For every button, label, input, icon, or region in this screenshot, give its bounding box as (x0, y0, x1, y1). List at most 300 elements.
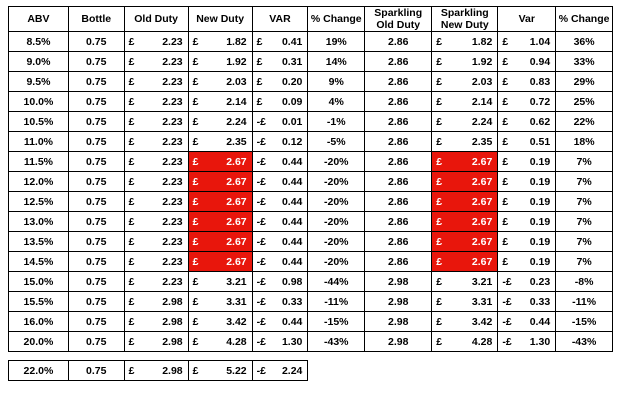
cell-var (252, 172, 308, 192)
cell-percent-change: -20% (308, 232, 365, 252)
footer-cell-var-currency: -£ (256, 364, 266, 377)
footer-cell-old-duty (124, 361, 188, 381)
cell-sparkling-var-currency: £ (502, 55, 509, 68)
cell-bottle: 0.75 (68, 32, 124, 52)
cell-var (252, 192, 308, 212)
cell-bottle: 0.75 (68, 72, 124, 92)
cell-sparkling-old-duty: 2.86 (365, 252, 432, 272)
cell-abv: 10.5% (9, 112, 69, 132)
cell-new-duty-amount: 2.03 (226, 75, 247, 88)
cell-var (252, 272, 308, 292)
cell-sparkling-var-currency: £ (502, 175, 509, 188)
cell-new-duty-currency: £ (192, 295, 199, 308)
cell-var-currency: £ (256, 55, 263, 68)
cell-sparkling-var-amount: 0.62 (529, 115, 551, 128)
cell-sparkling-var-amount: 1.04 (529, 35, 551, 48)
cell-sparkling-old-duty: 2.86 (365, 112, 432, 132)
cell-sparkling-new-duty-amount: 2.67 (471, 195, 493, 208)
cell-sparkling-var-currency: £ (502, 215, 509, 228)
cell-new-duty-amount: 3.42 (226, 315, 247, 328)
cell-new-duty (188, 152, 252, 172)
cell-sparkling-var-amount: 0.23 (529, 275, 551, 288)
cell-sparkling-var (498, 112, 556, 132)
cell-old-duty-amount: 2.98 (162, 335, 183, 348)
cell-new-duty (188, 172, 252, 192)
cell-sparkling-new-duty-currency: £ (436, 275, 443, 288)
cell-var-amount: 0.98 (281, 275, 303, 288)
cell-new-duty (188, 192, 252, 212)
cell-sparkling-percent-change: 22% (556, 112, 613, 132)
cell-sparkling-new-duty (432, 72, 498, 92)
table-row (9, 232, 613, 252)
footer-cell-new-duty-currency: £ (192, 364, 199, 377)
cell-percent-change: 14% (308, 52, 365, 72)
cell-var (252, 32, 308, 52)
cell-sparkling-new-duty (432, 132, 498, 152)
table-spacer-cell (9, 352, 613, 361)
cell-new-duty (188, 292, 252, 312)
cell-sparkling-new-duty-amount: 3.31 (471, 295, 493, 308)
table-spacer-row (9, 352, 613, 361)
cell-sparkling-var-amount: 0.33 (529, 295, 551, 308)
cell-sparkling-var (498, 152, 556, 172)
cell-var-amount: 0.44 (281, 175, 303, 188)
cell-sparkling-new-duty (432, 272, 498, 292)
cell-old-duty-amount: 2.23 (162, 155, 183, 168)
cell-new-duty-currency: £ (192, 135, 199, 148)
cell-var-amount: 0.20 (281, 75, 303, 88)
footer-cell-var-amount: 2.24 (281, 364, 303, 377)
cell-var-amount: 0.44 (281, 195, 303, 208)
cell-sparkling-percent-change: -11% (556, 292, 613, 312)
table-row (9, 312, 613, 332)
cell-sparkling-var-currency: £ (502, 155, 509, 168)
cell-sparkling-old-duty: 2.86 (365, 192, 432, 212)
column-header-sparkling-new-duty: Sparkling New Duty (432, 7, 498, 32)
cell-sparkling-new-duty (432, 192, 498, 212)
cell-sparkling-var-amount: 0.94 (529, 55, 551, 68)
footer-cell-bottle: 0.75 (68, 361, 124, 381)
cell-sparkling-old-duty: 2.86 (365, 152, 432, 172)
cell-old-duty-currency: £ (128, 155, 135, 168)
cell-sparkling-var-currency: £ (502, 75, 509, 88)
cell-percent-change: -11% (308, 292, 365, 312)
cell-new-duty-amount: 2.67 (226, 195, 247, 208)
footer-cell-new-duty (188, 361, 252, 381)
cell-sparkling-new-duty-amount: 1.92 (471, 55, 493, 68)
table-row (9, 292, 613, 312)
cell-sparkling-old-duty: 2.86 (365, 232, 432, 252)
cell-var-currency: -£ (256, 295, 266, 308)
cell-var-currency: -£ (256, 175, 266, 188)
cell-percent-change: 19% (308, 32, 365, 52)
cell-sparkling-old-duty: 2.86 (365, 172, 432, 192)
cell-var-amount: 0.41 (281, 35, 303, 48)
cell-sparkling-var-amount: 0.19 (529, 255, 551, 268)
cell-new-duty-currency: £ (192, 115, 199, 128)
cell-old-duty-currency: £ (128, 135, 135, 148)
cell-sparkling-new-duty (432, 172, 498, 192)
table-row (9, 132, 613, 152)
cell-percent-change: -20% (308, 252, 365, 272)
cell-sparkling-percent-change: 7% (556, 252, 613, 272)
cell-sparkling-percent-change: 25% (556, 92, 613, 112)
cell-old-duty-currency: £ (128, 55, 135, 68)
cell-sparkling-new-duty (432, 292, 498, 312)
cell-var (252, 332, 308, 352)
cell-new-duty (188, 332, 252, 352)
cell-old-duty (124, 332, 188, 352)
cell-sparkling-new-duty-amount: 2.14 (471, 95, 493, 108)
table-footer-row (9, 361, 613, 381)
table-row (9, 192, 613, 212)
cell-var-amount: 0.44 (281, 215, 303, 228)
cell-var-amount: 0.01 (281, 115, 303, 128)
cell-sparkling-new-duty-amount: 3.42 (471, 315, 493, 328)
cell-sparkling-new-duty (432, 52, 498, 72)
cell-new-duty-amount: 3.21 (226, 275, 247, 288)
cell-old-duty-currency: £ (128, 75, 135, 88)
cell-new-duty-amount: 2.67 (226, 175, 247, 188)
cell-var-currency: £ (256, 95, 263, 108)
cell-sparkling-var-currency: -£ (502, 315, 512, 328)
cell-new-duty (188, 212, 252, 232)
cell-sparkling-new-duty-amount: 2.67 (471, 255, 493, 268)
cell-old-duty-currency: £ (128, 35, 135, 48)
cell-sparkling-new-duty-amount: 2.67 (471, 155, 493, 168)
cell-old-duty-amount: 2.23 (162, 275, 183, 288)
cell-old-duty (124, 272, 188, 292)
cell-new-duty-amount: 1.92 (226, 55, 247, 68)
cell-sparkling-old-duty: 2.86 (365, 52, 432, 72)
cell-old-duty (124, 92, 188, 112)
cell-old-duty-amount: 2.98 (162, 315, 183, 328)
cell-var-amount: 0.44 (281, 255, 303, 268)
cell-new-duty (188, 312, 252, 332)
cell-var-amount: 0.12 (281, 135, 303, 148)
cell-sparkling-new-duty (432, 312, 498, 332)
cell-new-duty-currency: £ (192, 275, 199, 288)
cell-new-duty (188, 52, 252, 72)
cell-old-duty (124, 52, 188, 72)
cell-old-duty-currency: £ (128, 235, 135, 248)
cell-sparkling-old-duty: 2.86 (365, 92, 432, 112)
table-row (9, 152, 613, 172)
cell-sparkling-var-currency: £ (502, 195, 509, 208)
cell-sparkling-new-duty-amount: 2.67 (471, 175, 493, 188)
column-header-abv: ABV (9, 7, 69, 32)
cell-old-duty-amount: 2.23 (162, 35, 183, 48)
cell-old-duty (124, 152, 188, 172)
cell-old-duty (124, 72, 188, 92)
cell-bottle: 0.75 (68, 152, 124, 172)
cell-sparkling-var (498, 132, 556, 152)
cell-sparkling-new-duty-currency: £ (436, 35, 443, 48)
cell-new-duty (188, 272, 252, 292)
cell-var-currency: £ (256, 75, 263, 88)
cell-sparkling-new-duty (432, 252, 498, 272)
cell-sparkling-new-duty-amount: 2.24 (471, 115, 493, 128)
column-header-var: VAR (252, 7, 308, 32)
cell-old-duty-currency: £ (128, 175, 135, 188)
cell-old-duty (124, 132, 188, 152)
duty-comparison-table (8, 6, 613, 381)
cell-bottle: 0.75 (68, 252, 124, 272)
cell-sparkling-old-duty: 2.86 (365, 212, 432, 232)
cell-var-currency: £ (256, 35, 263, 48)
cell-abv: 9.5% (9, 72, 69, 92)
cell-sparkling-var-currency: -£ (502, 295, 512, 308)
cell-sparkling-var-amount: 0.19 (529, 215, 551, 228)
cell-sparkling-new-duty (432, 232, 498, 252)
cell-sparkling-var-currency: £ (502, 95, 509, 108)
header-row (9, 7, 613, 32)
cell-var-currency: -£ (256, 215, 266, 228)
cell-sparkling-var-currency: £ (502, 235, 509, 248)
cell-sparkling-percent-change: 29% (556, 72, 613, 92)
cell-new-duty-currency: £ (192, 75, 199, 88)
cell-sparkling-var-amount: 0.83 (529, 75, 551, 88)
cell-sparkling-new-duty-amount: 4.28 (471, 335, 493, 348)
cell-var-amount: 1.30 (281, 335, 303, 348)
cell-sparkling-new-duty-currency: £ (436, 55, 443, 68)
table-row (9, 32, 613, 52)
cell-sparkling-var (498, 32, 556, 52)
cell-sparkling-percent-change: -43% (556, 332, 613, 352)
cell-sparkling-var-amount: 0.72 (529, 95, 551, 108)
cell-old-duty-currency: £ (128, 335, 135, 348)
cell-new-duty-currency: £ (192, 95, 199, 108)
cell-new-duty-amount: 2.67 (226, 235, 247, 248)
cell-percent-change: 9% (308, 72, 365, 92)
cell-var (252, 52, 308, 72)
cell-sparkling-var-amount: 0.19 (529, 235, 551, 248)
footer-cell-old-duty-currency: £ (128, 364, 135, 377)
cell-sparkling-new-duty (432, 112, 498, 132)
cell-percent-change: -15% (308, 312, 365, 332)
cell-new-duty (188, 112, 252, 132)
cell-var-currency: -£ (256, 235, 266, 248)
cell-sparkling-percent-change: 7% (556, 232, 613, 252)
cell-new-duty-amount: 2.67 (226, 155, 247, 168)
cell-sparkling-new-duty-currency: £ (436, 175, 443, 188)
cell-new-duty-amount: 4.28 (226, 335, 247, 348)
cell-new-duty (188, 92, 252, 112)
cell-sparkling-var (498, 272, 556, 292)
cell-sparkling-percent-change: 7% (556, 172, 613, 192)
cell-abv: 11.0% (9, 132, 69, 152)
cell-bottle: 0.75 (68, 112, 124, 132)
cell-abv: 16.0% (9, 312, 69, 332)
cell-var-currency: -£ (256, 195, 266, 208)
table-header (9, 7, 613, 32)
cell-bottle: 0.75 (68, 312, 124, 332)
cell-sparkling-new-duty-currency: £ (436, 75, 443, 88)
cell-new-duty-amount: 2.67 (226, 255, 247, 268)
cell-var (252, 212, 308, 232)
cell-sparkling-var-amount: 0.19 (529, 155, 551, 168)
cell-sparkling-new-duty (432, 332, 498, 352)
cell-old-duty (124, 212, 188, 232)
cell-abv: 15.0% (9, 272, 69, 292)
cell-old-duty-currency: £ (128, 95, 135, 108)
cell-sparkling-var (498, 92, 556, 112)
cell-bottle: 0.75 (68, 332, 124, 352)
cell-old-duty (124, 252, 188, 272)
cell-sparkling-new-duty-currency: £ (436, 95, 443, 108)
cell-abv: 8.5% (9, 32, 69, 52)
table-row (9, 72, 613, 92)
cell-var-currency: -£ (256, 155, 266, 168)
cell-old-duty (124, 192, 188, 212)
cell-bottle: 0.75 (68, 172, 124, 192)
cell-var-amount: 0.44 (281, 155, 303, 168)
cell-sparkling-var (498, 232, 556, 252)
cell-sparkling-var-currency: £ (502, 35, 509, 48)
duty-table-sheet (0, 6, 621, 413)
cell-sparkling-new-duty-currency: £ (436, 335, 443, 348)
cell-sparkling-old-duty: 2.98 (365, 312, 432, 332)
cell-old-duty (124, 232, 188, 252)
cell-sparkling-old-duty: 2.86 (365, 32, 432, 52)
cell-new-duty-amount: 2.67 (226, 215, 247, 228)
cell-bottle: 0.75 (68, 292, 124, 312)
cell-sparkling-new-duty-amount: 2.67 (471, 235, 493, 248)
cell-percent-change: -43% (308, 332, 365, 352)
cell-old-duty-currency: £ (128, 215, 135, 228)
cell-abv: 11.5% (9, 152, 69, 172)
cell-old-duty-amount: 2.23 (162, 175, 183, 188)
cell-sparkling-var (498, 72, 556, 92)
cell-sparkling-percent-change: 36% (556, 32, 613, 52)
cell-old-duty-amount: 2.23 (162, 135, 183, 148)
cell-sparkling-var (498, 252, 556, 272)
cell-new-duty-amount: 3.31 (226, 295, 247, 308)
column-header-new-duty: New Duty (188, 7, 252, 32)
cell-var-currency: -£ (256, 335, 266, 348)
table-row (9, 92, 613, 112)
cell-bottle: 0.75 (68, 92, 124, 112)
column-header-sparkling-old-duty: Sparkling Old Duty (365, 7, 432, 32)
cell-abv: 14.5% (9, 252, 69, 272)
cell-sparkling-new-duty-currency: £ (436, 315, 443, 328)
cell-percent-change: -20% (308, 152, 365, 172)
cell-sparkling-new-duty-currency: £ (436, 215, 443, 228)
cell-bottle: 0.75 (68, 132, 124, 152)
cell-new-duty-amount: 2.35 (226, 135, 247, 148)
column-header-sparkling-var: Var (498, 7, 556, 32)
column-header-percent-change: % Change (308, 7, 365, 32)
cell-percent-change: -20% (308, 212, 365, 232)
cell-sparkling-var (498, 332, 556, 352)
cell-sparkling-old-duty: 2.98 (365, 332, 432, 352)
cell-sparkling-new-duty-currency: £ (436, 235, 443, 248)
cell-var (252, 312, 308, 332)
cell-old-duty (124, 312, 188, 332)
cell-sparkling-new-duty-currency: £ (436, 255, 443, 268)
cell-new-duty (188, 252, 252, 272)
cell-percent-change: 4% (308, 92, 365, 112)
cell-abv: 9.0% (9, 52, 69, 72)
cell-old-duty-amount: 2.23 (162, 235, 183, 248)
cell-abv: 12.5% (9, 192, 69, 212)
cell-percent-change: -20% (308, 192, 365, 212)
cell-sparkling-var (498, 172, 556, 192)
cell-new-duty-currency: £ (192, 335, 199, 348)
cell-new-duty-currency: £ (192, 255, 199, 268)
cell-sparkling-new-duty-amount: 1.82 (471, 35, 493, 48)
column-header-bottle: Bottle (68, 7, 124, 32)
cell-sparkling-new-duty-amount: 2.67 (471, 215, 493, 228)
cell-old-duty-currency: £ (128, 295, 135, 308)
footer-cell-abv: 22.0% (9, 361, 69, 381)
cell-old-duty-currency: £ (128, 275, 135, 288)
cell-sparkling-var-amount: 0.44 (529, 315, 551, 328)
cell-var-currency: -£ (256, 275, 266, 288)
cell-var (252, 292, 308, 312)
cell-sparkling-new-duty-amount: 3.21 (471, 275, 493, 288)
cell-abv: 20.0% (9, 332, 69, 352)
cell-old-duty-currency: £ (128, 195, 135, 208)
cell-new-duty-currency: £ (192, 195, 199, 208)
cell-old-duty-amount: 2.23 (162, 195, 183, 208)
cell-sparkling-var-amount: 1.30 (529, 335, 551, 348)
cell-var-currency: -£ (256, 255, 266, 268)
table-row (9, 212, 613, 232)
table-body (9, 32, 613, 381)
cell-var-currency: -£ (256, 135, 266, 148)
cell-new-duty-currency: £ (192, 35, 199, 48)
cell-sparkling-var-amount: 0.19 (529, 175, 551, 188)
cell-var (252, 152, 308, 172)
cell-old-duty-currency: £ (128, 115, 135, 128)
cell-var-amount: 0.44 (281, 315, 303, 328)
cell-sparkling-percent-change: -8% (556, 272, 613, 292)
footer-empty-cells (308, 361, 613, 381)
cell-sparkling-var-amount: 0.51 (529, 135, 551, 148)
cell-sparkling-new-duty-amount: 2.03 (471, 75, 493, 88)
cell-sparkling-var-currency: £ (502, 255, 509, 268)
cell-old-duty (124, 32, 188, 52)
footer-cell-var (252, 361, 308, 381)
cell-bottle: 0.75 (68, 232, 124, 252)
cell-sparkling-var (498, 292, 556, 312)
cell-sparkling-var-amount: 0.19 (529, 195, 551, 208)
cell-sparkling-var (498, 312, 556, 332)
cell-old-duty-amount: 2.23 (162, 55, 183, 68)
cell-sparkling-var (498, 212, 556, 232)
cell-var (252, 92, 308, 112)
cell-percent-change: -20% (308, 172, 365, 192)
cell-new-duty-currency: £ (192, 55, 199, 68)
table-row (9, 52, 613, 72)
cell-bottle: 0.75 (68, 192, 124, 212)
column-header-old-duty: Old Duty (124, 7, 188, 32)
cell-percent-change: -5% (308, 132, 365, 152)
cell-sparkling-var-currency: -£ (502, 275, 512, 288)
cell-var (252, 132, 308, 152)
cell-sparkling-var-currency: £ (502, 115, 509, 128)
cell-new-duty-currency: £ (192, 155, 199, 168)
cell-sparkling-new-duty-currency: £ (436, 155, 443, 168)
cell-old-duty-amount: 2.23 (162, 115, 183, 128)
cell-sparkling-percent-change: -15% (556, 312, 613, 332)
cell-old-duty-amount: 2.98 (162, 295, 183, 308)
cell-sparkling-percent-change: 7% (556, 192, 613, 212)
cell-percent-change: -44% (308, 272, 365, 292)
cell-var (252, 232, 308, 252)
cell-var-currency: -£ (256, 315, 266, 328)
